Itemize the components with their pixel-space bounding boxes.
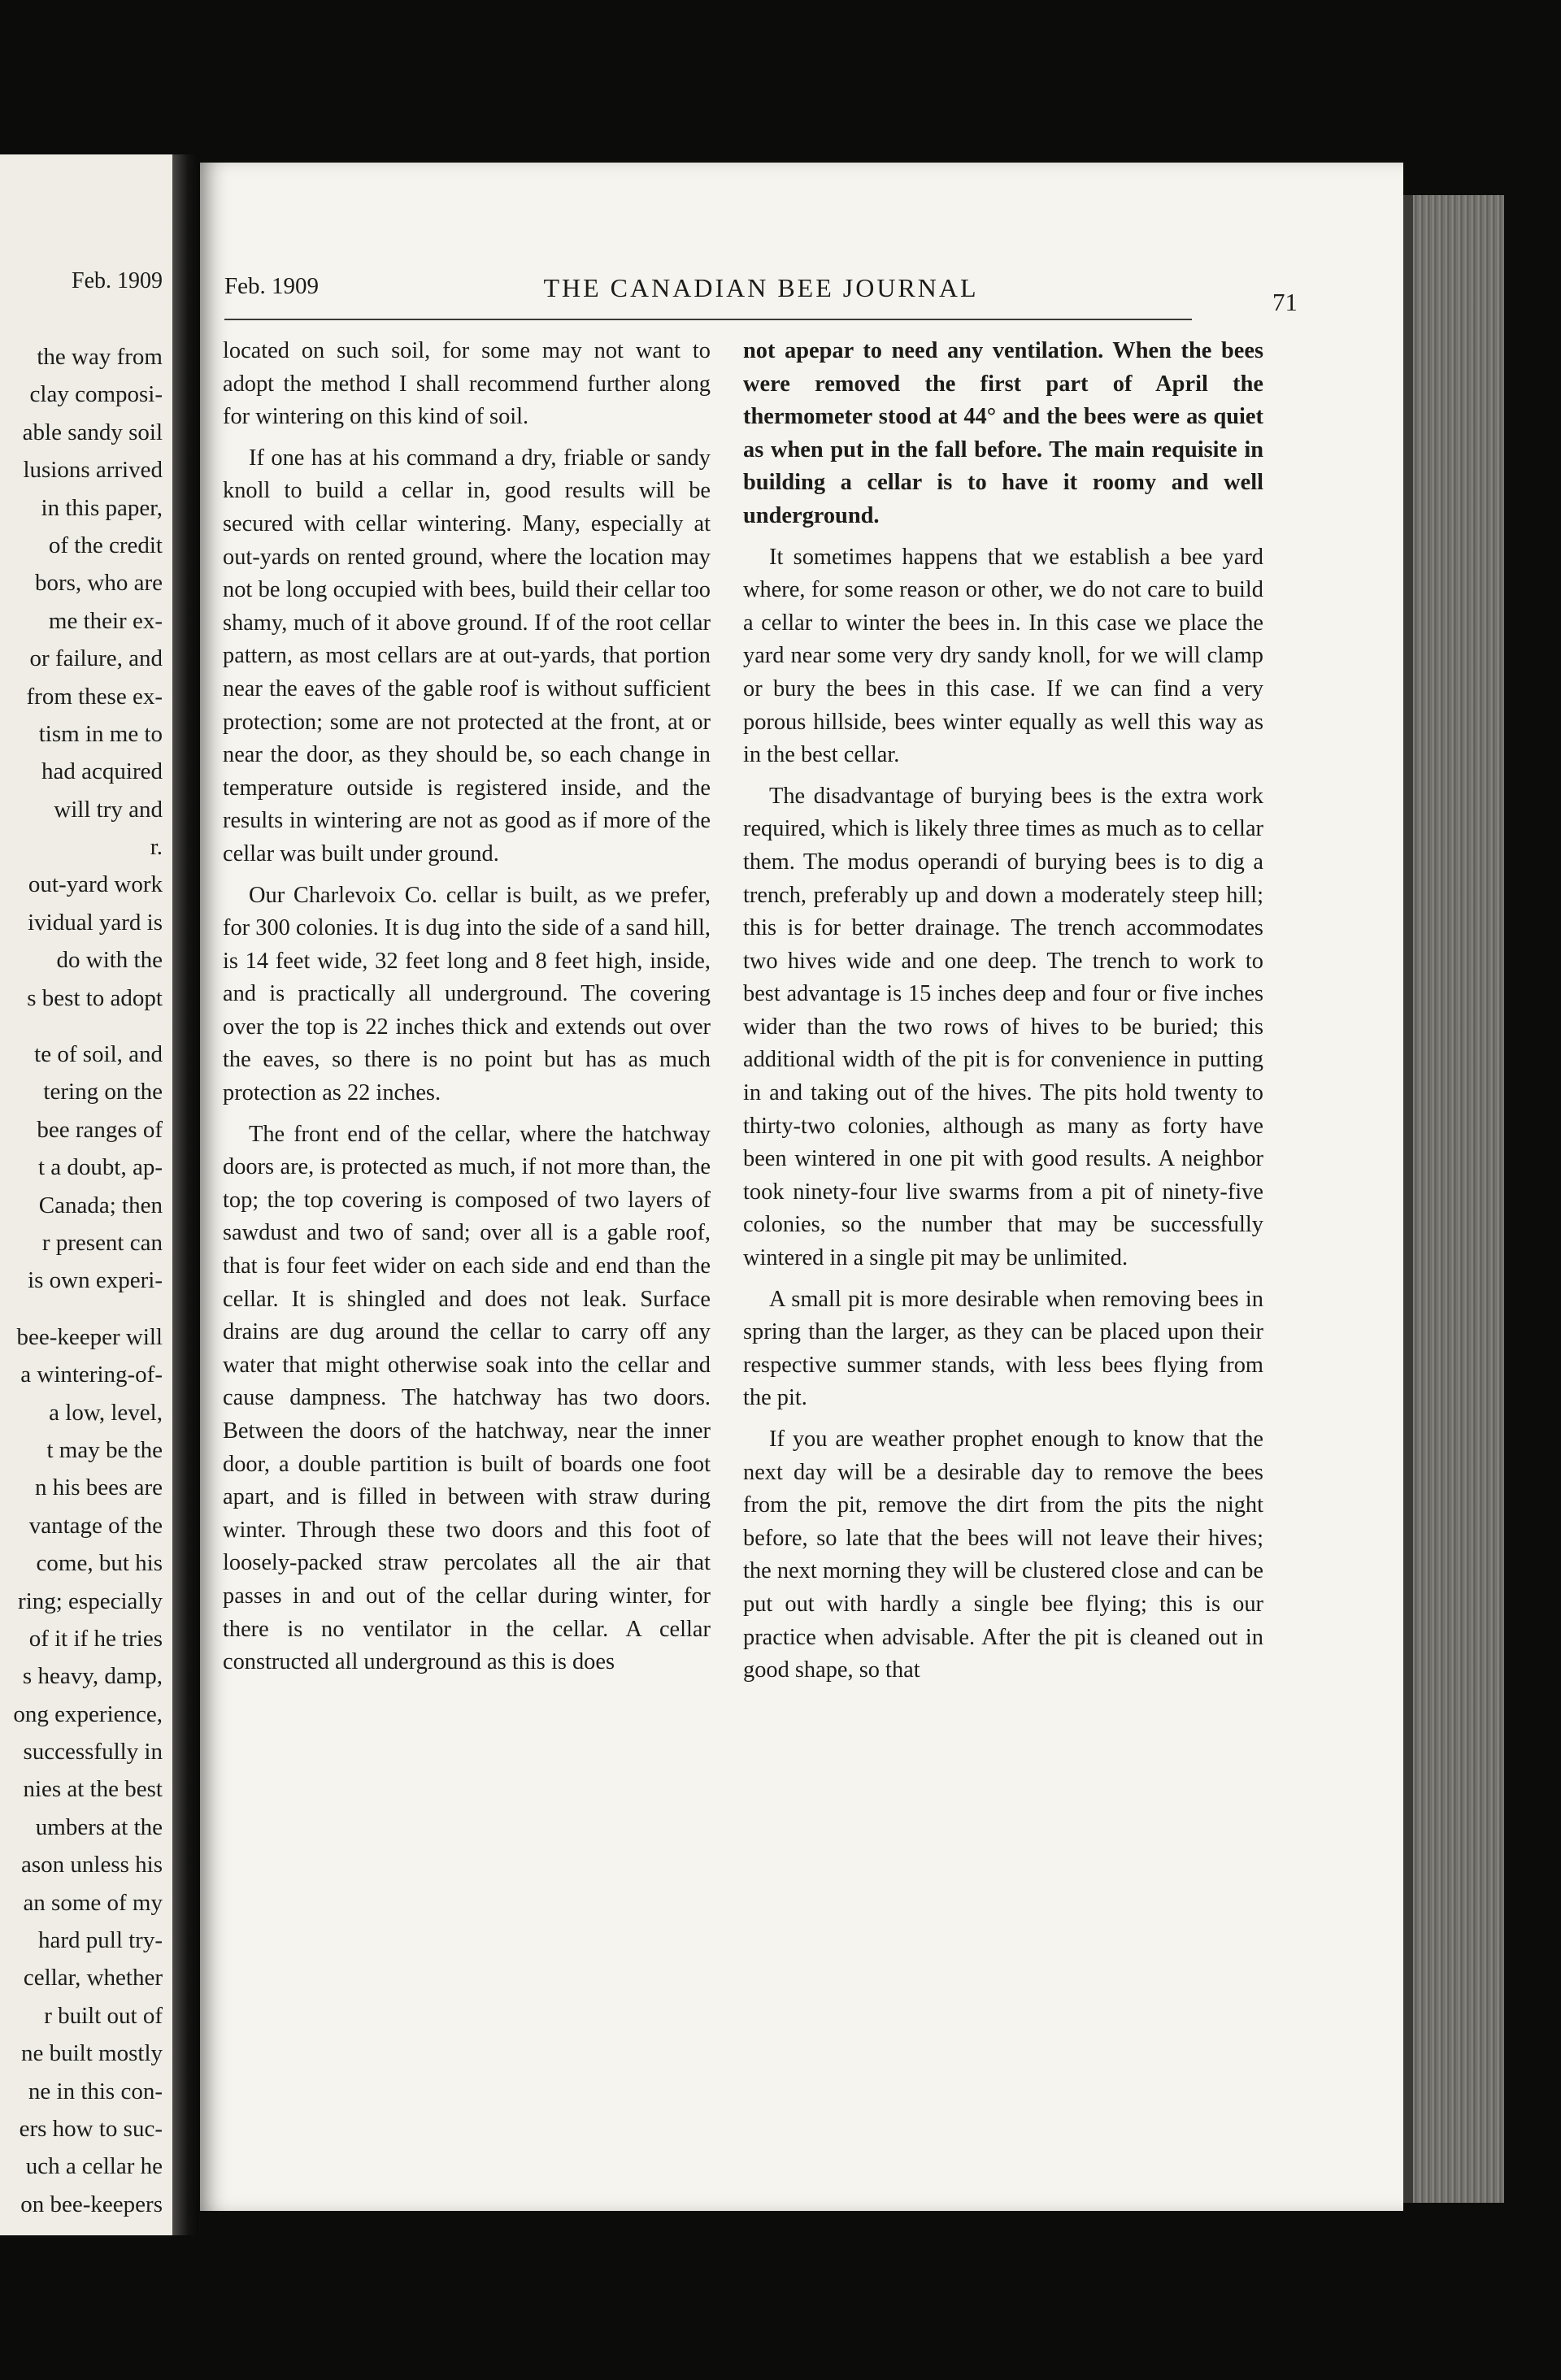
facing-page: [0, 154, 172, 2235]
facing-line: Canada; then: [38, 1192, 163, 1218]
facing-line: of the credit: [48, 532, 163, 558]
facing-line: ong experience,: [13, 1700, 163, 1727]
paragraph: If you are weather prophet enough to know that the next day will be a desirable day to remove the bees from the pit, remove the dirt from the pits the night before, so late that the bees will not leave their hives; the next morning they will be clustered close and can be put out with hardly a single bee flying; this is our practice when advisable. After the pit is cleaned out in good shape, so that: [743, 1427, 1263, 1683]
facing-line-gap: [0, 1017, 163, 1036]
facing-line: out-yard work: [28, 871, 163, 898]
facing-line: do with the: [56, 947, 163, 974]
facing-line: s best to adopt: [27, 984, 163, 1011]
paragraph: It sometimes happens that we establish a bee yard where, for some reason or other, we do not care to build a cellar to winter the bees in. In this case we place the yard near some very dry sandy knoll, for we will clamp or bury the bees in this case. If we can find a very porous hillside, bees winter equally as well this way as in the best cellar.: [743, 544, 1263, 768]
facing-line: t may be the: [46, 1436, 163, 1463]
facing-line: the way from: [37, 344, 163, 370]
paragraph: The disadvantage of burying bees is the extra work required, which is likely three times as much as to cellar them. The modus operandi of burying bees is to dig a trench, preferably up and down a moderately steep hill; this is for better drainage. The trench accommodates two hives wide and one deep. The trench to work to best advantage is 15 inches deep and four or five inches wider than the two rows of hives to be buried; this additional width of the pit is for convenience in putting in and taking out of the hives. The pits hold twenty to thirty-two colonies, although as many as forty have been wintered in one pit with good results. A neighbor took ninety-four live swarms from a pit of ninety-five colonies, so the number that may be successfully wintered in a single pit may be unlimited.: [743, 783, 1263, 1271]
facing-line: ividual yard is: [28, 909, 163, 936]
facing-line: on bee-keepers: [20, 2191, 163, 2217]
facing-line: umbers at the: [35, 1813, 163, 1840]
facing-line: bors, who are: [34, 570, 163, 597]
paragraph: located on such soil, for some may not want to adopt the method I shall recommend further along for wintering on this kind of soil.: [223, 338, 711, 430]
facing-line: come, but his: [36, 1550, 163, 1577]
text-column-right: [743, 335, 1263, 1687]
facing-page-text: [0, 338, 163, 2223]
issue-date: Feb. 1909: [224, 273, 319, 299]
facing-line: tering on the: [43, 1079, 163, 1105]
running-head: [224, 273, 1298, 316]
paragraph: Our Charlevoix Co. cellar is built, as we prefer, for 300 colonies. It is dug into the side of a sand hill, is 14 feet wide, 32 feet long and 8 feet high, inside, and is practically all underground. The covering over the top is 22 inches thick and extends out over the eaves, so there is no point but has as much protection as 22 inches.: [223, 882, 711, 1106]
facing-line: t a doubt, ap-: [37, 1154, 163, 1181]
facing-line: bee-keeper will: [16, 1323, 163, 1350]
paragraph: If one has at his command a dry, friable or sandy knoll to build a cellar in, good results will be secured with cellar wintering. Many, especially at out-yards on rented ground, where the location may not be long occupied with bees, build their cellar too shamy, much of it above ground. If of the root cellar pattern, as most cellars are at out-yards, that portion near the eaves of the gable roof is without sufficient protection; some are not protected at the front, at or near the door, as they should be, so each change in temperature outside is registered inside, and the results in wintering are not as good as if more of the cellar was built under ground.: [223, 445, 711, 866]
page-block-edge: [1398, 195, 1504, 2203]
facing-line: is own experi-: [28, 1267, 163, 1294]
facing-line: or failure, and: [29, 645, 163, 672]
facing-line: ne in this con-: [28, 2078, 163, 2104]
facing-line: r built out of: [44, 2002, 163, 2029]
facing-line: ring; especially: [18, 1587, 163, 1614]
facing-line: cellar, whether: [23, 1965, 163, 1991]
facing-line: successfully in: [23, 1739, 163, 1765]
facing-line: te of soil, and: [34, 1041, 163, 1068]
facing-line: of it if he tries: [28, 1625, 163, 1652]
paragraph: The front end of the cellar, where the hatchway doors are, is protected as much, if not more than, the top; the top covering is composed of two layers of sawdust and two of sand; over all is a gable roof, that is four feet wider on each side and end than the cellar. It is shingled and does not leak. Surface drains are dug around the cellar to carry off any water that might otherwise soak into the cellar and cause dampness. The hatchway has two doors. Between the doors of the hatchway, near the inner door, a double partition is built of boards one foot apart, and is filled in between with straw during winter. Through these two doors and this foot of loosely-packed straw percolates all the air that passes in and out of the cellar during winter, for there is no ventilator in the cellar. A cellar constructed all underground as this is does: [223, 1121, 711, 1675]
facing-line: an some of my: [23, 1889, 163, 1916]
book-gutter: [172, 154, 198, 2235]
facing-line: ason unless his: [21, 1852, 163, 1878]
text-column-left: [223, 335, 711, 1679]
facing-line: from these ex-: [26, 683, 163, 710]
facing-line: n his bees are: [34, 1474, 163, 1501]
header-rule: [224, 319, 1192, 320]
journal-page: [200, 163, 1403, 2211]
facing-line: nies at the best: [23, 1776, 163, 1803]
facing-line: lusions arrived: [23, 457, 163, 484]
facing-line: able sandy soil: [22, 419, 163, 445]
facing-line: me their ex-: [48, 607, 163, 634]
facing-line: a low, level,: [49, 1399, 163, 1426]
facing-line: in this paper,: [41, 494, 163, 521]
facing-line: bee ranges of: [37, 1116, 163, 1143]
facing-line: hard pull try-: [37, 1927, 163, 1954]
paragraph: not apepar to need any ventilation. When the bees were removed the first part of April the thermometer stood at 44° and the bees were as quiet as when put in the fall before. The main requisite in building a cellar is to have it roomy and well underground.: [743, 338, 1263, 528]
facing-line: ne built mostly: [21, 2040, 163, 2067]
facing-page-header: Feb. 1909: [72, 268, 163, 293]
facing-line-gap: [0, 1300, 163, 1318]
facing-line: will try and: [54, 796, 163, 823]
facing-line: r present can: [41, 1229, 163, 1256]
page-number: 71: [1272, 288, 1298, 316]
facing-line: had acquired: [41, 758, 163, 785]
facing-line: clay composi-: [29, 381, 163, 408]
facing-line: vantage of the: [28, 1512, 163, 1539]
facing-line: a wintering-of-: [20, 1362, 163, 1388]
facing-line: s heavy, damp,: [22, 1663, 163, 1690]
facing-line: r.: [150, 834, 163, 861]
facing-line: tism in me to: [38, 720, 163, 747]
facing-line: ers how to suc-: [19, 2115, 163, 2142]
facing-line: uch a cellar he: [25, 2153, 163, 2180]
journal-title: THE CANADIAN BEE JOURNAL: [543, 273, 979, 302]
paragraph: A small pit is more desirable when removing bees in spring than the larger, as they can be placed upon their respective summer stands, with less bees flying from the pit.: [743, 1286, 1263, 1411]
